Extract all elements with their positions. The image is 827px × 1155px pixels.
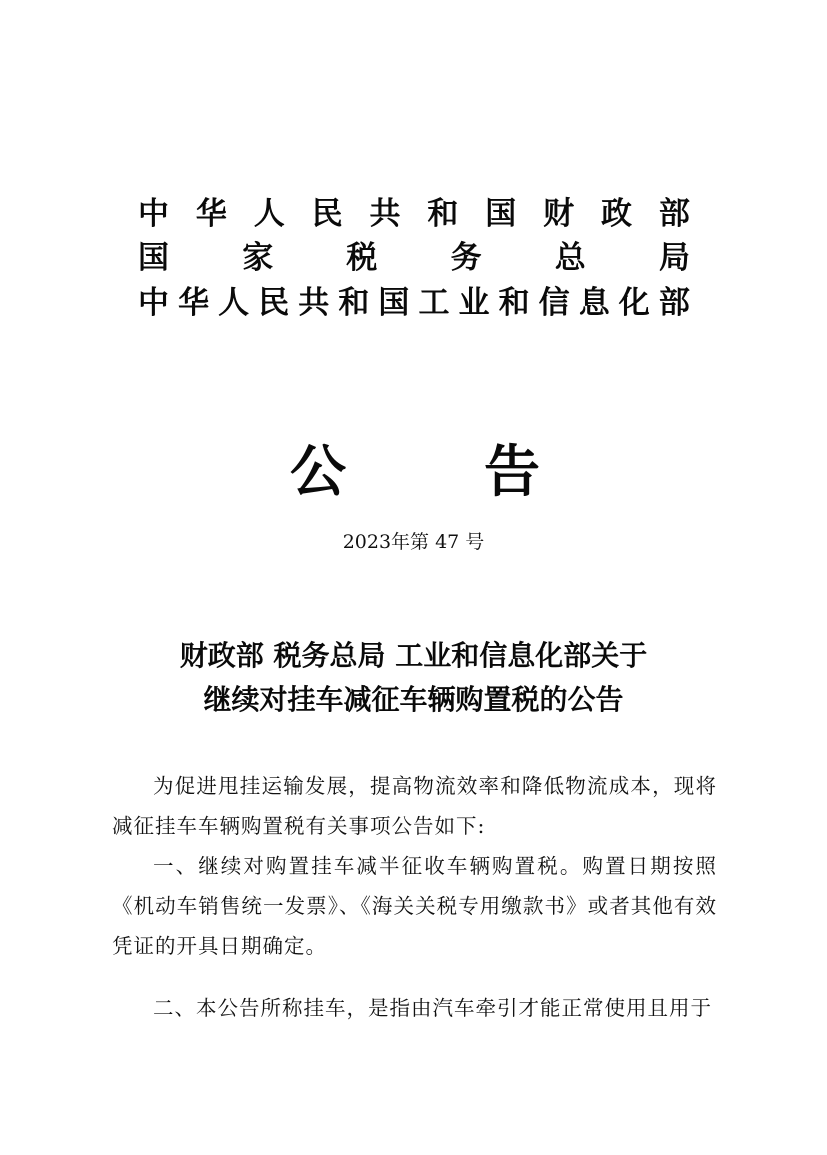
issuer-char: 中	[138, 196, 169, 232]
issuer-char: 息	[578, 285, 610, 321]
body-paragraph-item-2	[112, 988, 717, 1028]
issuer-char: 家	[242, 240, 274, 276]
issuer-char: 共	[369, 196, 401, 232]
notice-title	[290, 437, 540, 507]
issuer-char: 人	[253, 196, 285, 232]
issuer-char: 民	[258, 285, 290, 321]
issuer-char: 化	[618, 285, 650, 321]
issuer-char: 业	[458, 285, 490, 321]
document-number: 2023年第 47 号	[342, 531, 485, 553]
issuer-char: 工	[418, 285, 450, 321]
issuer-char: 中	[138, 285, 169, 321]
issuer-char: 信	[538, 285, 570, 321]
issuer-char: 国	[378, 285, 410, 321]
issuer-char: 部	[658, 196, 690, 232]
notice-title-char-2: 告	[484, 439, 540, 505]
issuer-line-tax-administration	[138, 236, 690, 280]
issuer-char: 民	[311, 196, 343, 232]
body-paragraph-item-1	[112, 846, 717, 966]
issuer-char: 部	[658, 285, 690, 321]
issuer-char: 总	[554, 240, 586, 276]
issuer-char: 财	[543, 196, 575, 232]
paragraph-text: 二、本公告所称挂车，是指由汽车牵引才能正常使用且用于	[153, 996, 712, 1020]
body-paragraph-intro	[112, 766, 717, 846]
issuer-char: 和	[498, 285, 530, 321]
issuer-char: 华	[178, 285, 210, 321]
issuer-char: 华	[195, 196, 227, 232]
issuer-char: 和	[338, 285, 370, 321]
issuer-char: 税	[346, 240, 378, 276]
issuer-char: 国	[138, 240, 169, 276]
issuer-char: 国	[485, 196, 517, 232]
issuer-char: 共	[298, 285, 330, 321]
notice-title-char-1: 公	[290, 439, 346, 505]
issuer-char: 局	[658, 240, 690, 276]
issuer-char: 政	[601, 196, 632, 232]
headline-line-1: 财政部 税务总局 工业和信息化部关于	[179, 639, 648, 672]
issuer-char: 务	[450, 240, 482, 276]
issuer-line-miit	[138, 281, 690, 325]
paragraph-text: 为促进甩挂运输发展，提高物流效率和降低物流成本，现将减征挂车车辆购置税有关事项公告如下:	[112, 774, 717, 838]
headline-line-2: 继续对挂车减征车辆购置税的公告	[203, 683, 624, 716]
paragraph-text: 一、继续对购置挂车减半征收车辆购置税。购置日期按照《机动车销售统一发票》、《海关关税专用缴款书》或者其他有效凭证的开具日期确定。	[112, 854, 717, 958]
issuer-line-ministry-of-finance	[138, 192, 690, 236]
issuer-char: 和	[427, 196, 459, 232]
issuer-char: 人	[218, 285, 250, 321]
